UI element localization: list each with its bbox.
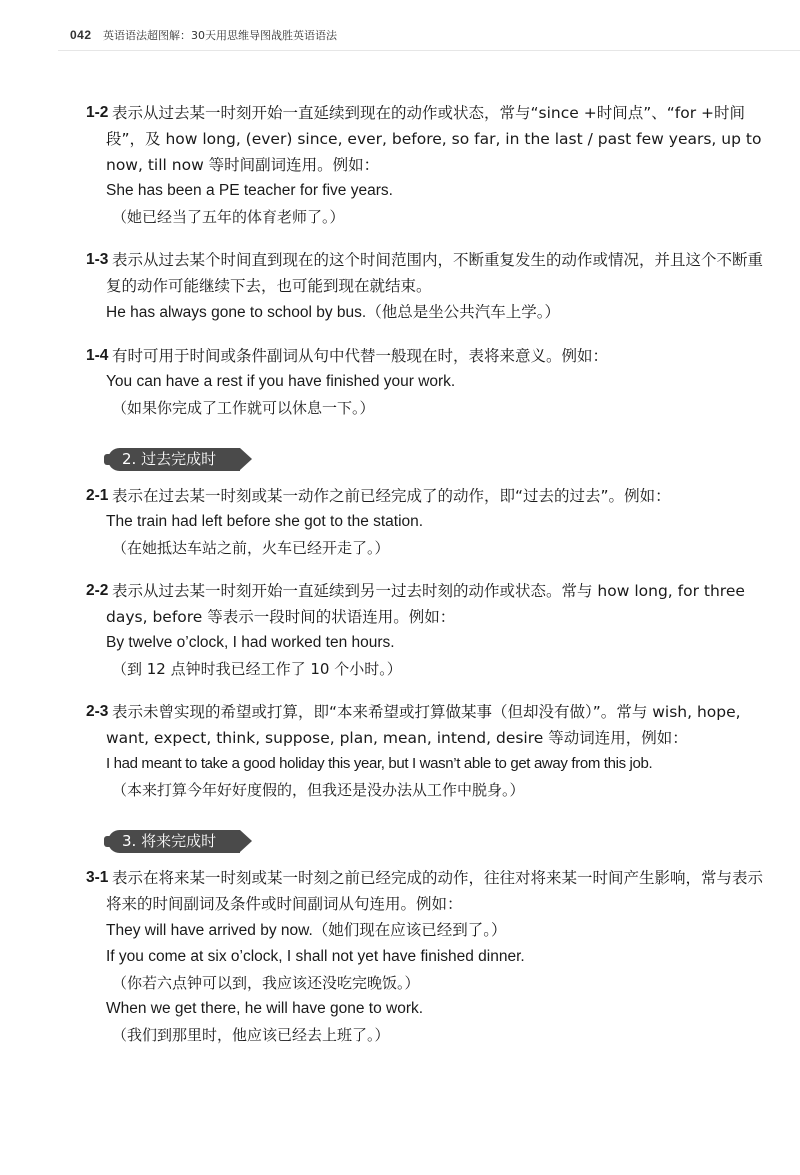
example-sentence: When we get there, he will have gone to work. xyxy=(106,1000,424,1017)
example-line xyxy=(86,299,776,326)
example-sentence: She has been a PE teacher for five years. xyxy=(106,182,393,199)
grammar-item-3-1 xyxy=(86,865,776,1048)
item-number: 2-1 xyxy=(86,487,109,504)
item-description: 有时可用于时间或条件副词从句中代替一般现在时，表将来意义。例如： xyxy=(112,347,609,365)
example-sentence: I had meant to take a good holiday this year, but I wasn’t able to get away from this job. xyxy=(106,755,653,772)
item-description: 表示从过去某个时间直到现在的这个时间范围内，不断重复发生的动作或情况，并且这个不断重复的动作可能继续下去，也可能到现在就结束。 xyxy=(106,251,764,295)
header-divider xyxy=(58,50,800,51)
item-number: 1-2 xyxy=(86,104,109,121)
example-translation: （本来打算今年好好度假的，但我还是没办法从工作中脱身。） xyxy=(112,781,525,799)
item-number: 3-1 xyxy=(86,869,109,886)
example-line xyxy=(86,917,776,944)
section-heading-past-perfect xyxy=(108,448,240,471)
grammar-item-1-3 xyxy=(86,247,776,326)
item-description: 表示从过去某一时刻开始一直延续到另一过去时刻的动作或状态。常与 how long, for three days, before 等表示一段时间的状语连用。例如： xyxy=(106,582,745,626)
example-sentence: The train had left before she got to the station. xyxy=(106,513,424,530)
example-translation: （在她抵达车站之前，火车已经开走了。） xyxy=(112,539,390,557)
example-translation: （我们到那里时，他应该已经去上班了。） xyxy=(112,1026,390,1044)
item-description: 表示在将来某一时刻或某一时刻之前已经完成的动作，往往对将来某一时间产生影响，常与表示将来的时间副词及条件或时间副词从句连用。例如： xyxy=(106,869,764,913)
example-sentence: You can have a rest if you have finished your work. xyxy=(106,373,456,390)
item-description: 表示在过去某一时刻或某一动作之前已经完成了的动作，即“过去的过去”。例如： xyxy=(112,487,671,505)
example-translation: （到 12 点钟时我已经工作了 10 个小时。） xyxy=(112,660,402,678)
example-sentence: He has always gone to school by bus. xyxy=(106,304,367,321)
item-number: 2-2 xyxy=(86,582,109,599)
grammar-item-1-2 xyxy=(86,100,776,230)
section-title: 2. 过去完成时 xyxy=(122,450,217,468)
page-number: 042 xyxy=(70,28,92,42)
section-heading-future-perfect xyxy=(108,830,240,853)
grammar-item-1-4 xyxy=(86,343,776,421)
main-content xyxy=(86,100,776,1065)
item-description: 表示未曾实现的希望或打算，即“本来希望或打算做某事（但却没有做）”。常与 wish, hope, want, expect, think, suppose, plan, mean, intend, desire 等动词连用，例如： xyxy=(106,703,741,747)
example-translation: （她们现在应该已经到了。） xyxy=(312,921,507,939)
section-title: 3. 将来完成时 xyxy=(122,832,217,850)
page-header xyxy=(70,27,337,43)
example-translation: （你若六点钟可以到，我应该还没吃完晚饭。） xyxy=(112,974,420,992)
item-number: 1-4 xyxy=(86,347,109,364)
item-number: 2-3 xyxy=(86,703,109,720)
example-translation: （她已经当了五年的体育老师了。） xyxy=(112,208,345,226)
example-sentence: By twelve o’clock, I had worked ten hours. xyxy=(106,634,395,651)
item-number: 1-3 xyxy=(86,251,109,268)
item-description: 表示从过去某一时刻开始一直延续到现在的动作或状态，常与“since +时间点”、“for +时间段”，及 how long, (ever) since, ever, before, so far, in the last / past few years, up to now, till now 等时间副词连用。例如： xyxy=(106,104,762,174)
example-translation: （如果你完成了工作就可以休息一下。） xyxy=(112,399,375,417)
book-title: 英语语法超图解：30天用思维导图战胜英语语法 xyxy=(103,29,338,42)
grammar-item-2-2 xyxy=(86,578,776,682)
example-sentence: They will have arrived by now. xyxy=(106,922,313,939)
grammar-item-2-1 xyxy=(86,483,776,561)
grammar-item-2-3 xyxy=(86,699,776,803)
example-sentence: If you come at six o’clock, I shall not yet have finished dinner. xyxy=(106,948,525,965)
example-translation: （他总是坐公共汽车上学。） xyxy=(366,303,560,321)
